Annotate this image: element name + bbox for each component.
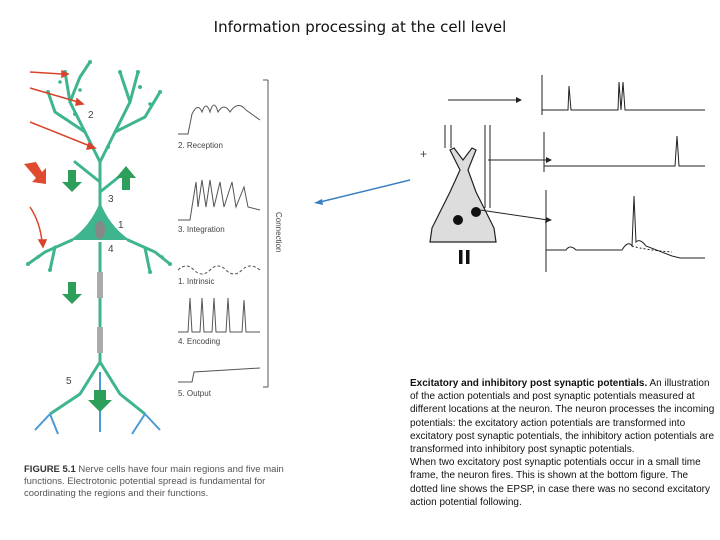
- region-number-1: 1: [118, 220, 124, 231]
- red-input-arrows: [30, 71, 95, 247]
- trace-label-intrinsic: 1. Intrinsic: [178, 277, 215, 286]
- region-number-3: 3: [108, 194, 114, 205]
- connector-arrow-head: [314, 199, 323, 205]
- recording-traces: [542, 75, 705, 272]
- trace-label-integration: 3. Integration: [178, 225, 225, 234]
- dendrite-tree: [48, 62, 160, 222]
- recorded-neuron: [430, 148, 496, 264]
- trace-integration: [178, 180, 260, 220]
- description-paragraph-2: When two excitatory post synaptic potentials occur in a small time frame, the neuron fires. This is shown at the bottom figure. The dotted line shows the EPSP, in case there was no second excitatory action potential following.: [410, 457, 710, 508]
- description-paragraph-1: Excitatory and inhibitory post synaptic potentials. An illustration of the action potentials and post synaptic potentials measured at different locations at the neuron. The neuron processes the incoming potentials: the excitatory action potentials are transformed into excitatory post synaptic potentials, the inhibitory action potentials are transformed into inhibitory post synaptic potentials.: [410, 378, 715, 456]
- side-label-connection: Connection: [274, 212, 283, 253]
- region-number-2: 2: [88, 110, 94, 121]
- caption-body: Nerve cells have four main regions and five main functions. Electrotonic potential spread is fundamental for coordinating the regions and their functions.: [24, 464, 284, 499]
- trace-encoding: [178, 298, 260, 332]
- region-number-4: 4: [108, 244, 114, 255]
- description-bold: Excitatory and inhibitory post synaptic potentials.: [410, 378, 648, 389]
- red-big-input-arrow: [24, 162, 46, 184]
- trace-reception: [178, 105, 260, 134]
- trace-top: [542, 82, 705, 110]
- trace-label-encoding: 4. Encoding: [178, 337, 221, 346]
- connector-arrow: [320, 180, 410, 202]
- region-number-5: 5: [66, 376, 72, 387]
- neuron-regions-figure: [20, 42, 290, 462]
- trace-intrinsic: [178, 266, 260, 274]
- trace-bottom: [546, 196, 705, 258]
- description-text: [410, 377, 715, 509]
- epsp-ipsp-figure: [300, 60, 710, 275]
- trace-label-reception: 2. Reception: [178, 141, 223, 150]
- page-title: Information processing at the cell level: [213, 18, 507, 36]
- plus-sign: +: [420, 147, 428, 161]
- trace-epsp-dotted: [632, 246, 672, 252]
- trace-middle: [544, 136, 705, 166]
- caption-heading: FIGURE 5.1: [24, 464, 76, 475]
- trace-output: [178, 368, 260, 382]
- figure-caption: [24, 464, 294, 500]
- trace-label-output: 5. Output: [178, 389, 211, 398]
